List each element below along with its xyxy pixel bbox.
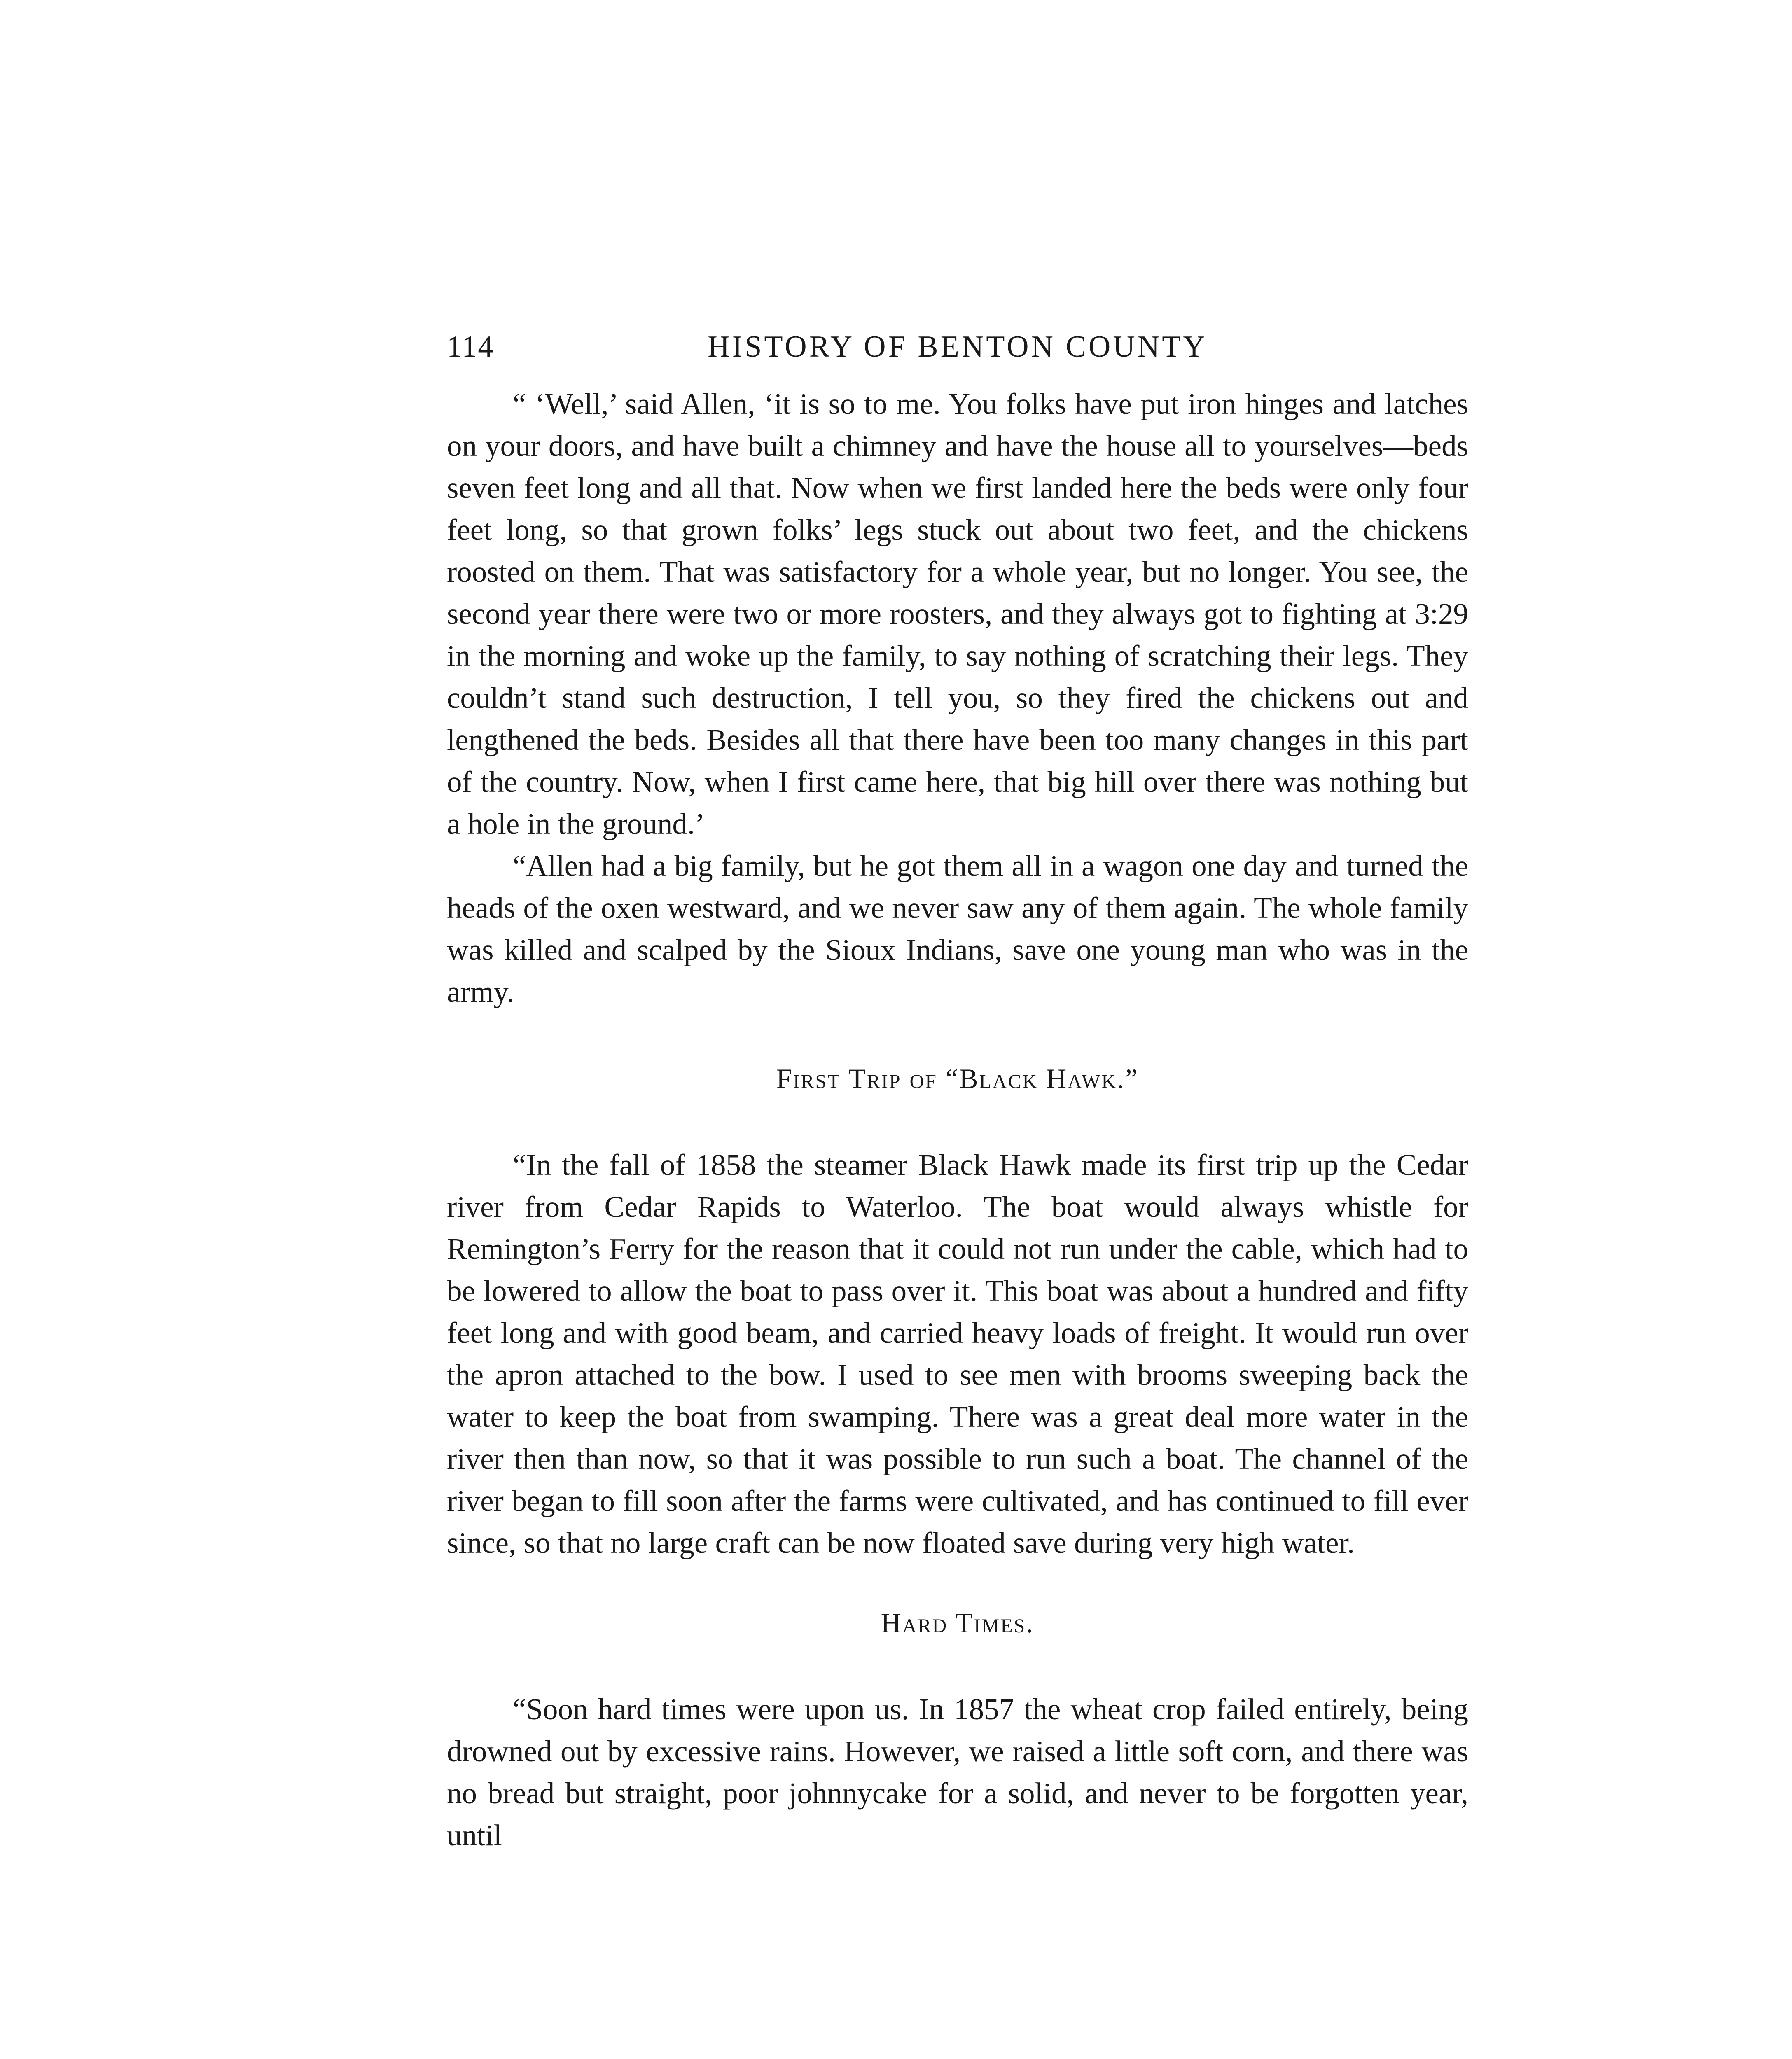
paragraph-black-hawk: “In the fall of 1858 the steamer Black Hawk made its first trip up the Cedar river from Cedar Rapids to Waterloo. The boat would always whistle for Remington’s Ferry for the reason that it could not run under the cable, which had to be lowered to allow the boat to pass over it. This boat was about a hundred and fifty feet long and with good beam, and carried heavy loads of freight. It would run over the apron attached to the bow. I used to see men with brooms sweeping back the water to keep the boat from swamping. There was a great deal more water in the river then than now, so that it was possible to run such a boat. The channel of the river began to fill soon after the farms were cultivated, and has continued to fill ever since, so that no large craft can be now floated save during very high water. xyxy=(447,1148,1468,1559)
paragraph-allen-quote: “ ‘Well,’ said Allen, ‘it is so to me. You folks have put iron hinges and latches on your doors, and have built a chimney and have the house all to yourselves—beds seven feet long and all that. Now when we first landed here the beds were only four feet long, so that grown folks’ legs stuck out about two feet, and the chickens roosted on them. That was satisfactory for a whole year, but no longer. You see, the second year there were two or more roosters, and they always got to fighting at 3:29 in the morning and woke up the family, to say nothing of scratching their legs. They couldn’t stand such destruction, I tell you, so they fired the chickens out and lengthened the beds. Besides all that there have been too many changes in this part of the country. Now, when I first came here, that big hill over there was nothing but a hole in the ground.’ xyxy=(447,387,1468,840)
running-head xyxy=(447,329,1468,375)
page-number: 114 xyxy=(447,330,494,364)
running-title: HISTORY OF BENTON COUNTY xyxy=(708,330,1208,364)
section-heading-black-hawk: First Trip of “Black Hawk.” xyxy=(776,1063,1139,1094)
paragraph-allen-family: “Allen had a big family, but he got them all in a wagon one day and turned the heads of the oxen westward, and we never saw any of them again. The whole family was killed and scalped by the Sioux Indians, save one young man who was in the army. xyxy=(447,849,1468,1008)
book-page xyxy=(447,329,1468,1856)
paragraph-hard-times: “Soon hard times were upon us. In 1857 the wheat crop failed entirely, being drowned out by excessive rains. However, we raised a little soft corn, and there was no bread but straight, poor johnnycake for a solid, and never to be forgotten year, until xyxy=(447,1692,1468,1852)
section-heading-hard-times: Hard Times. xyxy=(881,1607,1035,1639)
